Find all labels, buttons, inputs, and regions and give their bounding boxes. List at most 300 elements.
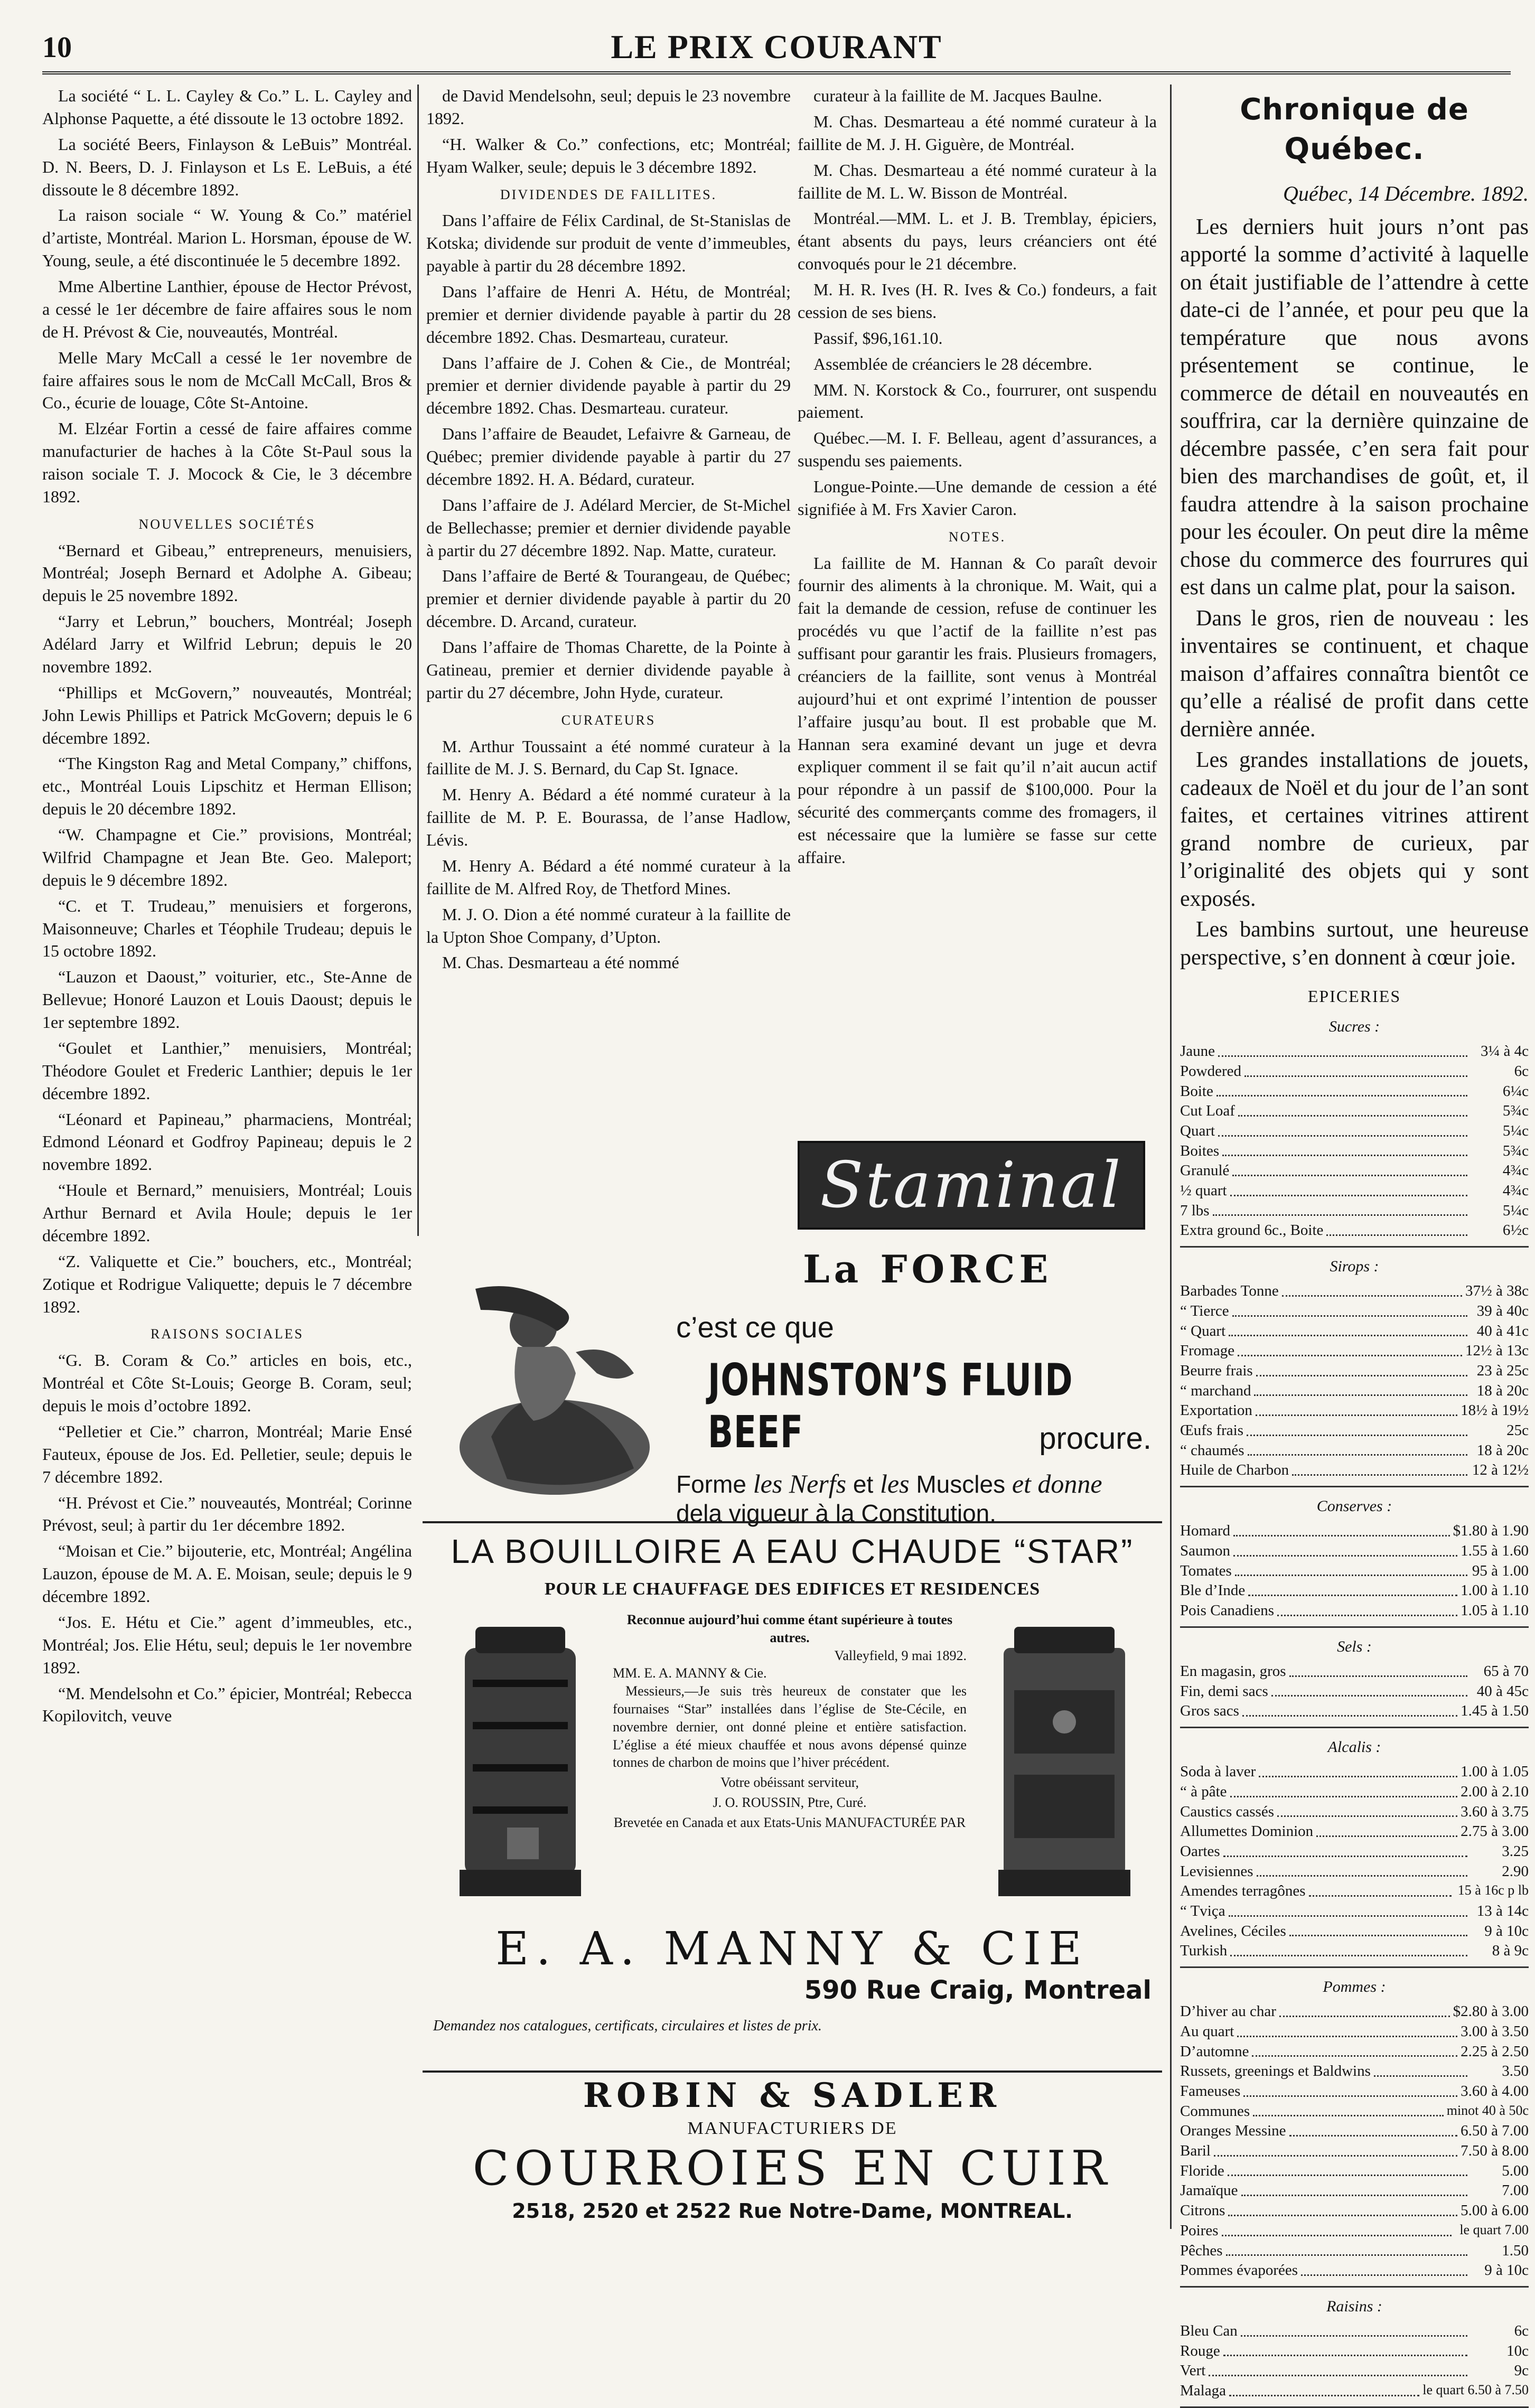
leader-dots	[1218, 1042, 1467, 1057]
price-value: 1.50	[1502, 2242, 1529, 2259]
nouvelles-societes-heading: NOUVELLES SOCIÉTÉS	[138, 516, 316, 532]
leader-dots	[1238, 1341, 1462, 1356]
price-row	[1180, 1460, 1529, 1481]
price-value: $1.80 à 1.90	[1453, 1522, 1529, 1540]
price-value: 4¾c	[1502, 1162, 1529, 1179]
price-row	[1180, 2201, 1529, 2221]
price-value: 2.90	[1502, 1862, 1529, 1880]
paragraph: “Moisan et Cie.” bijouterie, etc, Montréal; Angélina Lauzon, épouse de M. A. E. Moisan, seule; depuis le 9 décembre 1892.	[42, 1541, 412, 1606]
leader-dots	[1209, 2361, 1467, 2376]
price-item-name: Rouge	[1180, 2342, 1220, 2359]
price-item-name: Boites	[1180, 1142, 1220, 1159]
paragraph: La société “ L. L. Cayley & Co.” L. L. Cayley and Alphonse Paquette, a été dissoute le 13 octobre 1892.	[42, 86, 412, 128]
leader-dots	[1247, 1421, 1467, 1436]
price-row	[1180, 1141, 1529, 1161]
paragraph: “Bernard et Gibeau,” entrepreneurs, menuisiers, Montréal; Joseph Bernard et Adolphe A. Gibeau; depuis le 25 novembre 1892.	[42, 540, 412, 605]
price-value: 6c	[1514, 1062, 1529, 1080]
price-value: 1.00 à 1.10	[1461, 1582, 1529, 1599]
price-item-name: Amendes terragônes	[1180, 1882, 1306, 1900]
leader-dots	[1241, 2181, 1467, 2196]
paragraph: Dans l’affaire de Félix Cardinal, de St-Stanislas de Kotska; dividende sur produit de vente d’immeubles, payable à partir du 28 décembre 1892.	[426, 211, 791, 276]
paragraph: M. Chas. Desmarteau a été nommé curateur à la faillite de M. J. H. Giguère, de Montréal.	[798, 111, 1157, 154]
leader-dots	[1229, 1322, 1467, 1337]
price-item-name: Communes	[1180, 2102, 1250, 2120]
price-section-heading: Sels :	[1337, 1637, 1372, 1655]
staminal-ad	[798, 1141, 1145, 1230]
price-item-name: Beurre frais	[1180, 1362, 1253, 1380]
price-value: 2.75 à 3.00	[1461, 1823, 1529, 1840]
price-value: 9 à 10c	[1484, 2262, 1529, 2279]
leader-dots	[1256, 1361, 1467, 1376]
leader-dots	[1277, 1601, 1457, 1616]
leader-dots	[1233, 1541, 1457, 1557]
paragraph: M. J. O. Dion a été nommé curateur à la faillite de la Upton Shoe Company, d’Upton.	[426, 904, 791, 947]
price-row	[1180, 1521, 1529, 1541]
leader-dots	[1229, 2381, 1419, 2396]
price-section-heading: Sucres :	[1328, 1018, 1380, 1036]
price-value: le quart 7.00	[1459, 2222, 1529, 2237]
price-row	[1180, 2022, 1529, 2042]
price-section-heading: Alcalis :	[1327, 1738, 1381, 1756]
paragraph: “Z. Valiquette et Cie.” bouchers, etc., Montréal; Zotique et Rodrigue Valiquette; depuis le 7 décembre 1892.	[42, 1251, 412, 1316]
column-3	[798, 85, 1157, 1167]
price-item-name: Huile de Charbon	[1180, 1461, 1289, 1479]
page-number: 10	[42, 31, 72, 64]
leader-dots	[1309, 1881, 1452, 1897]
leader-dots	[1213, 1201, 1467, 1216]
divider	[1180, 1246, 1529, 1248]
leader-dots	[1229, 1901, 1467, 1917]
leader-dots	[1230, 1941, 1467, 1956]
leader-dots	[1248, 1581, 1457, 1596]
leader-dots	[1237, 2022, 1457, 2037]
price-item-name: Fameuses	[1180, 2083, 1241, 2100]
robin-title: ROBIN & SADLER	[583, 2076, 1002, 2115]
price-value: 23 à 25c	[1476, 1362, 1529, 1380]
paragraph: “Houle et Bernard,” menuisiers, Montréal; Louis Arthur Bernard et Avila Houle; depuis le 1er décembre 1892.	[42, 1180, 412, 1245]
price-value: 1.05 à 1.10	[1461, 1602, 1529, 1619]
price-section-heading: Raisins :	[1326, 2297, 1382, 2315]
price-item-name: Tomates	[1180, 1562, 1232, 1579]
leader-dots	[1271, 1682, 1467, 1697]
paragraph: “Goulet et Lanthier,” menuisiers, Montréal; Théodore Goulet et Frederic Lanthier; depuis le 1er décembre 1892.	[42, 1038, 412, 1103]
robin-product: COURROIES EN CUIR	[472, 2141, 1112, 2196]
force-procure: procure.	[1039, 1421, 1152, 1456]
leader-dots	[1289, 2121, 1458, 2137]
page-header	[42, 21, 1511, 74]
price-item-name: Saumon	[1180, 1542, 1231, 1560]
divider	[1180, 1486, 1529, 1487]
price-value: 18 à 20c	[1476, 1382, 1529, 1399]
price-row	[1180, 2181, 1529, 2201]
price-value: minot 40 à 50c	[1446, 2102, 1529, 2118]
price-value: 15 à 16c p lb	[1457, 1882, 1529, 1898]
paragraph: M. Arthur Toussaint a été nommé curateur à la faillite de M. J. S. Bernard, du Cap St. Ignace.	[426, 736, 791, 779]
paragraph: La faillite de M. Hannan & Co paraît devoir fournir des aliments à la chronique. M. Wait, qui a fait la demande de cession, refuse de continuer les procédés vu que l’actif de la faillite n’est pas suffisant pour garantir les frais. Plusieurs fromagers, créanciers de la faillite, sont venus à Montréal aujourd’hui et ont exprimé l’intention de pousser l’affaire jusqu’au bout. Il est probable que M. Hannan sera examiné devant un juge et devra expliquer comment il se fait qu’il n’ait aucun actif pour répondre à un passif de $100,000. Pour la sécurité des commerçants comme des fromagers, il est nécessaire que la lumière se fasse sur cette affaire.	[798, 553, 1157, 867]
leader-dots	[1226, 2241, 1467, 2256]
price-value: 5¾c	[1502, 1102, 1529, 1120]
price-value: 5.00	[1502, 2162, 1529, 2179]
price-row	[1180, 1842, 1529, 1862]
price-row	[1180, 1401, 1529, 1421]
paragraph: “C. et T. Trudeau,” menuisiers et forgerons, Maisonneuve; Charles et Téophile Trudeau; depuis le 15 octobre 1892.	[42, 896, 412, 961]
price-row	[1180, 2161, 1529, 2181]
divider	[1180, 2286, 1529, 2288]
price-row	[1180, 1181, 1529, 1201]
price-row	[1180, 1042, 1529, 1062]
paragraph: Dans l’affaire de J. Adélard Mercier, de St-Michel de Bellechasse; premier et dernier dividende payable à partir du 27 décembre 1892. Nap. Matte, curateur.	[426, 495, 791, 560]
leader-dots	[1230, 1782, 1458, 1797]
price-value: 2.25 à 2.50	[1461, 2042, 1529, 2060]
price-item-name: “ à pâte	[1180, 1783, 1227, 1800]
price-value: 9 à 10c	[1484, 1922, 1529, 1939]
leader-dots	[1277, 1802, 1457, 1817]
price-value: 40 à 45c	[1476, 1682, 1529, 1700]
leader-dots	[1292, 1460, 1467, 1476]
price-row	[1180, 2321, 1529, 2341]
leader-dots	[1228, 2201, 1457, 2216]
leader-dots	[1248, 1441, 1467, 1456]
force-title: La FORCE	[803, 1247, 1053, 1291]
price-value: 3.60 à 4.00	[1461, 2083, 1529, 2100]
price-item-name: “ Quart	[1180, 1322, 1226, 1339]
price-item-name: “ chaumés	[1180, 1441, 1244, 1459]
paragraph: “Lauzon et Daoust,” voiturier, etc., Ste-Anne de Bellevue; Honoré Lauzon et Louis Daoust; depuis le 1er septembre 1892.	[42, 967, 412, 1032]
leader-dots	[1326, 1221, 1467, 1236]
price-item-name: Levisiennes	[1180, 1862, 1253, 1880]
price-row	[1180, 1762, 1529, 1782]
paragraph: “Jos. E. Hétu et Cie.” agent d’immeubles, etc., Montréal; Jos. Elie Hétu, seul; depuis le 1er novembre 1892.	[42, 1612, 412, 1677]
price-list-title: EPICERIES	[1307, 987, 1401, 1006]
paragraph: “W. Champagne et Cie.” provisions, Montréal; Wilfrid Champagne et Jean Bte. Geo. Maleport; depuis le 9 décembre 1892.	[42, 825, 412, 889]
price-row	[1180, 1922, 1529, 1942]
price-row	[1180, 1421, 1529, 1441]
price-value: le quart 6.50 à 7.50	[1422, 2382, 1529, 2398]
price-row	[1180, 1682, 1529, 1702]
price-list	[1180, 1016, 1529, 2408]
price-value: 6¼c	[1502, 1082, 1529, 1100]
star-title: LA BOUILLOIRE A EAU CHAUDE “STAR”	[451, 1532, 1134, 1570]
chronique-paragraph: Les bambins surtout, une heureuse perspective, s’en donnent à cœur joie.	[1180, 917, 1529, 970]
force-tagline: Forme les Nerfs et les Muscles et donne dela vigueur à la Constitution.	[676, 1469, 1102, 1527]
price-item-name: Soda à laver	[1180, 1763, 1256, 1781]
leader-dots	[1279, 2002, 1450, 2017]
paragraph: M. Henry A. Bédard a été nommé curateur à la faillite de M. P. E. Bourassa, de l’anse Hadlow, Lévis.	[426, 785, 791, 850]
catalogue-note: Demandez nos catalogues, certificats, circulaires et listes de prix.	[433, 2018, 822, 2034]
price-value: 13 à 14c	[1476, 1903, 1529, 1920]
leader-dots	[1223, 2341, 1467, 2357]
price-row	[1180, 1361, 1529, 1381]
price-item-name: Avelines, Céciles	[1180, 1922, 1286, 1939]
leader-dots	[1257, 1862, 1467, 1877]
leader-dots	[1241, 2321, 1467, 2337]
paragraph: Dans l’affaire de J. Cohen & Cie., de Montréal; premier et dernier dividende payable à partir du 29 décembre 1892. Chas. Desmarteau. curateur.	[426, 353, 791, 418]
leader-dots	[1316, 1822, 1457, 1837]
leader-dots	[1289, 1662, 1467, 1677]
product-name: JOHNSTON’S FLUID BEEF	[708, 1354, 1073, 1458]
star-boiler-ad	[423, 1532, 1162, 2073]
price-item-name: Exportation	[1180, 1402, 1252, 1419]
leader-dots	[1289, 1922, 1467, 1937]
column-1	[42, 85, 412, 2229]
chronique-date: Québec, 14 Décembre. 1892.	[1283, 182, 1529, 206]
paragraph: “H. Prévost et Cie.” nouveautés, Montréal; Corinne Prévost, seul; à partir du 1er décembre 1892.	[42, 1493, 412, 1535]
leader-dots	[1228, 2161, 1467, 2177]
price-item-name: Jaune	[1180, 1043, 1215, 1060]
paragraph: Montréal.—MM. L. et J. B. Tremblay, épiciers, étant absents du pays, leurs créanciers ont été convoqués pour le 21 décembre.	[798, 209, 1157, 274]
price-item-name: Powdered	[1180, 1062, 1241, 1080]
price-value: 37½ à 38c	[1465, 1282, 1529, 1300]
price-value: 5.00 à 6.00	[1461, 2202, 1529, 2219]
price-row	[1180, 2002, 1529, 2022]
chronique-body	[1180, 213, 1529, 972]
price-value: 95 à 1.00	[1472, 1562, 1529, 1579]
price-item-name: Pêches	[1180, 2242, 1223, 2259]
price-row	[1180, 1782, 1529, 1802]
price-row	[1180, 1601, 1529, 1621]
price-item-name: En magasin, gros	[1180, 1662, 1286, 1680]
paragraph: Mme Albertine Lanthier, épouse de Hector Prévost, a cessé le 1er décembre de faire affaires sous le nom de H. Prévost & Cie, nouveautés, Montréal.	[42, 277, 412, 341]
price-item-name: Turkish	[1180, 1942, 1228, 1960]
price-row	[1180, 2361, 1529, 2381]
divider	[1180, 1727, 1529, 1728]
price-value: 7.50 à 8.00	[1461, 2142, 1529, 2160]
leader-dots	[1256, 1401, 1457, 1416]
price-item-name: ½ quart	[1180, 1182, 1227, 1200]
paragraph: La raison sociale “ W. Young & Co.” matériel d’artiste, Montréal. Marion L. Horsman, épouse de W. Young, seule, a été discontinuée le 5 decembre 1892.	[42, 205, 412, 270]
chronique-paragraph: Les derniers huit jours n’ont pas apporté la somme d’activité à laquelle on était justifiable de l’attendre à cette date-ci de l’année, et pour peu que la température que nous avons présentement se continue, le commerce de détail en nouveautés en souffrira, car la dernière quinzaine de décembre passée, c’en sera fait pour bien des marchandises de goût, et, il faudra attendre à la saison prochaine pour les écouler. On peut dire la même chose du commerce des fourrures qui est dans un calme plat, pour la saison.	[1180, 214, 1529, 600]
price-item-name: Quart	[1180, 1122, 1215, 1139]
price-value: 25c	[1506, 1422, 1529, 1439]
star-subtitle: POUR LE CHAUFFAGE DES EDIFICES ET RESIDENCES	[544, 1579, 1041, 1599]
price-section-heading: Pommes :	[1323, 1978, 1386, 1996]
paragraph: La société Beers, Finlayson & LeBuis” Montréal. D. N. Beers, D. J. Finlayson et Ls E. LeBuis, a été dissoute le 8 décembre 1892.	[42, 134, 412, 199]
price-row	[1180, 1541, 1529, 1561]
price-item-name: 7 lbs	[1180, 1202, 1210, 1219]
column-2	[417, 85, 791, 1236]
paragraph: Passif, $96,161.10.	[813, 328, 943, 348]
leader-dots	[1238, 1101, 1467, 1117]
price-value: 18 à 20c	[1476, 1441, 1529, 1459]
leader-dots	[1222, 1141, 1467, 1157]
leader-dots	[1232, 1301, 1467, 1317]
price-row	[1180, 1581, 1529, 1601]
leader-dots	[1230, 1181, 1467, 1196]
leader-dots	[1235, 1561, 1467, 1577]
price-item-name: Granulé	[1180, 1162, 1230, 1179]
price-item-name: D’hiver au char	[1180, 2003, 1276, 2020]
paragraph: MM. N. Korstock & Co., fourrurer, ont suspendu paiement.	[798, 380, 1157, 422]
price-item-name: Fromage	[1180, 1342, 1235, 1360]
price-row	[1180, 2261, 1529, 2281]
price-row	[1180, 1062, 1529, 1082]
price-item-name: Pois Canadiens	[1180, 1602, 1275, 1619]
price-value: 1.00 à 1.05	[1461, 1763, 1529, 1781]
price-value: 1.55 à 1.60	[1461, 1542, 1529, 1560]
testimonial-letter: Reconnue aujourd’hui comme étant supérieure à toutes autres. Valleyfield, 9 mai 1892. MM. E. A. MANNY & Cie. Messieurs,—Je suis très heureux de constater que les fournaises “Star” installées dans l’église de Ste-Cécile, en novembre dernier, ont donné pleine et entière satisfaction. L’église a été mieux chauffée et nous avons dépensé quinze tonnes de charbon de moins que l’hiver précédent. Votre obéissant serviteur, J. O. ROUSSIN, Ptre, Curé. Brevetée en Canada et aux Etats-Unis MANUFACTURÉE PAR	[613, 1612, 967, 1830]
price-row	[1180, 1221, 1529, 1241]
leader-dots	[1244, 1062, 1467, 1077]
price-value: 6.50 à 7.00	[1461, 2122, 1529, 2140]
robin-address: 2518, 2520 et 2522 Rue Notre-Dame, MONTREAL.	[512, 2199, 1073, 2223]
paragraph: “H. Walker & Co.” confections, etc; Montréal; Hyam Walker, seule; depuis le 3 décembre 1892.	[426, 134, 791, 176]
divider	[1180, 2406, 1529, 2408]
price-row	[1180, 1341, 1529, 1361]
price-value: 3.25	[1502, 1842, 1529, 1860]
price-item-name: Bleu Can	[1180, 2322, 1238, 2340]
leader-dots	[1223, 1842, 1467, 1857]
price-row	[1180, 2121, 1529, 2141]
chronique-paragraph: Dans le gros, rien de nouveau : les inventaires se continuent, et chaque maison d’affaires connaîtra bientôt ce qu’elle a réalisé de profit dans cette dernière année.	[1180, 606, 1529, 742]
boiler-illustration-left	[444, 1616, 597, 1912]
price-item-name: Ble d’Inde	[1180, 1582, 1246, 1599]
chronique-paragraph: Les grandes installations de jouets, cadeaux de Noël et du jour de l’an sont faites, et certaines vitrines attirent grand nombre de curieux, par l’originalité des objets qui y sont exposés.	[1180, 748, 1529, 911]
price-value: 39 à 40c	[1476, 1302, 1529, 1319]
price-value: 9c	[1514, 2362, 1529, 2379]
price-item-name: Œufs frais	[1180, 1422, 1244, 1439]
price-row	[1180, 1381, 1529, 1401]
price-row	[1180, 1281, 1529, 1301]
chronique-title: Chronique de Québec.	[1240, 92, 1469, 167]
force-subtitle: c’est ce que	[676, 1310, 834, 1344]
price-item-name: Barbades Tonne	[1180, 1282, 1279, 1300]
price-item-name: Poires	[1180, 2222, 1219, 2239]
price-value: 3.60 à 3.75	[1461, 1803, 1529, 1820]
price-row	[1180, 1322, 1529, 1342]
price-row	[1180, 2082, 1529, 2102]
price-value: 3¼ à 4c	[1481, 1043, 1529, 1060]
leader-dots	[1232, 1161, 1467, 1176]
price-item-name: Citrons	[1180, 2202, 1225, 2219]
price-item-name: Baril	[1180, 2142, 1211, 2160]
leader-dots	[1222, 2221, 1452, 2236]
manufacturer-address: 590 Rue Craig, Montreal	[804, 1975, 1152, 2005]
leader-dots	[1233, 1521, 1450, 1536]
force-ad	[423, 1236, 1162, 1527]
paragraph: M. Chas. Desmarteau a été nommé curateur à la faillite de M. L. W. Bisson de Montréal.	[798, 160, 1157, 202]
paragraph: “Jarry et Lebrun,” bouchers, Montréal; Joseph Adélard Jarry et Wilfrid Lebrun; depuis le 20 novembre 1892.	[42, 612, 412, 676]
price-value: 2.00 à 2.10	[1461, 1783, 1529, 1800]
notes-heading: NOTES.	[948, 529, 1006, 545]
price-value: 3.00 à 3.50	[1461, 2022, 1529, 2040]
raisons-sociales-heading: RAISONS SOCIALES	[151, 1326, 304, 1342]
price-item-name: Pommes évaporées	[1180, 2262, 1298, 2279]
leader-dots	[1218, 1121, 1467, 1137]
price-row	[1180, 2062, 1529, 2082]
paragraph: “Phillips et McGovern,” nouveautés, Montréal; John Lewis Phillips et Patrick McGovern; depuis le 6 décembre 1892.	[42, 682, 412, 747]
leader-dots	[1242, 1701, 1457, 1717]
hercules-lion-illustration	[444, 1247, 666, 1511]
paragraph: M. H. R. Ives (H. R. Ives & Co.) fondeurs, a fait cession de ses biens.	[798, 280, 1157, 322]
price-row	[1180, 1881, 1529, 1901]
price-value: 65 à 70	[1483, 1662, 1529, 1680]
price-value: 18½ à 19½	[1461, 1402, 1529, 1419]
price-value: 12½ à 13c	[1465, 1342, 1529, 1360]
price-item-name: Russets, greenings et Baldwins	[1180, 2063, 1371, 2080]
divider	[1180, 1626, 1529, 1628]
price-row	[1180, 2102, 1529, 2122]
price-item-name: “ marchand	[1180, 1382, 1251, 1399]
price-item-name: Fin, demi sacs	[1180, 1682, 1268, 1700]
price-row	[1180, 1082, 1529, 1102]
paragraph: “Léonard et Papineau,” pharmaciens, Montréal; Edmond Léonard et Godfroy Papineau; depuis le 2 novembre 1892.	[42, 1109, 412, 1174]
price-row	[1180, 2042, 1529, 2062]
column-chronique	[1170, 85, 1529, 2400]
price-value: $2.80 à 3.00	[1453, 2003, 1529, 2020]
price-row	[1180, 1301, 1529, 1322]
leader-dots	[1282, 1281, 1462, 1297]
price-item-name: Gros sacs	[1180, 1702, 1239, 1720]
price-value: 8 à 9c	[1492, 1942, 1529, 1960]
paragraph: Québec.—M. I. F. Belleau, agent d’assurances, a suspendu ses paiements.	[798, 428, 1157, 471]
paragraph: Dans l’affaire de Beaudet, Lefaivre & Garneau, de Québec; premier dividende payable à partir du 27 décembre 1892. H. A. Bédard, curateur.	[426, 424, 791, 489]
divider	[1180, 1966, 1529, 1968]
price-value: 6½c	[1502, 1222, 1529, 1239]
paragraph: “Pelletier et Cie.” charron, Montréal; Marie Ensé Fauteux, épouse de Jos. Ed. Pelletier, seule; depuis le 7 décembre 1892.	[42, 1421, 412, 1486]
paragraph: curateur à la faillite de M. Jacques Baulne.	[813, 86, 1102, 105]
leader-dots	[1216, 1082, 1467, 1097]
price-value: 1.45 à 1.50	[1461, 1702, 1529, 1720]
paragraph: de David Mendelsohn, seul; depuis le 23 novembre 1892.	[426, 86, 791, 128]
price-value: 4¾c	[1502, 1182, 1529, 1200]
price-row	[1180, 1822, 1529, 1842]
leader-dots	[1253, 2102, 1444, 2117]
price-item-name: Oartes	[1180, 1842, 1220, 1860]
price-item-name: Caustics cassés	[1180, 1803, 1274, 1820]
price-item-name: “ Tviça	[1180, 1903, 1225, 1920]
price-row	[1180, 1441, 1529, 1461]
robin-subtitle: MANUFACTURIERS DE	[687, 2119, 897, 2138]
price-row	[1180, 1561, 1529, 1581]
dividendes-heading: DIVIDENDES DE FAILLITES.	[500, 186, 717, 202]
price-item-name: Vert	[1180, 2362, 1206, 2379]
price-value: 7.00	[1502, 2182, 1529, 2199]
price-row	[1180, 1862, 1529, 1882]
price-item-name: Extra ground 6c., Boite	[1180, 1222, 1324, 1239]
price-item-name: Allumettes Dominion	[1180, 1823, 1314, 1840]
leader-dots	[1301, 2261, 1467, 2276]
leader-dots	[1252, 2042, 1457, 2057]
boiler-illustration-right	[988, 1616, 1141, 1912]
manufacturer-name: E. A. MANNY & CIE	[495, 1923, 1089, 1975]
price-item-name: Au quart	[1180, 2022, 1234, 2040]
paragraph: “The Kingston Rag and Metal Company,” chiffons, etc., Montréal Louis Lipschitz et Herman Ellison; depuis le 20 décembre 1892.	[42, 754, 412, 819]
price-value: 5¼c	[1502, 1202, 1529, 1219]
price-item-name: Cut Loaf	[1180, 1102, 1235, 1120]
leader-dots	[1374, 2062, 1467, 2077]
price-value: 3.50	[1502, 2063, 1529, 2080]
paragraph: Dans l’affaire de Thomas Charette, de la Pointe à Gatineau, premier et dernier dividende payable à partir du 27 décembre, John Hyde, curateur.	[426, 638, 791, 702]
price-item-name: D’automne	[1180, 2042, 1249, 2060]
price-item-name: Homard	[1180, 1522, 1231, 1540]
leader-dots	[1243, 2082, 1457, 2097]
price-row	[1180, 1901, 1529, 1922]
price-section-heading: Sirops :	[1330, 1258, 1379, 1276]
leader-dots	[1259, 1762, 1457, 1777]
leader-dots	[1214, 2141, 1457, 2157]
price-value: 12 à 12½	[1472, 1461, 1529, 1479]
price-item-name: Malaga	[1180, 2382, 1226, 2400]
price-row	[1180, 1121, 1529, 1141]
price-value: 6c	[1514, 2322, 1529, 2340]
paragraph: M. Elzéar Fortin a cessé de faire affaires comme manufacturier de haches à la Côte St-Paul sous la raison sociale T. J. Mocock & Cie, le 3 décembre 1892.	[42, 419, 412, 506]
paragraph: “M. Mendelsohn et Co.” épicier, Montréal; Rebecca Kopilovitch, veuve	[42, 1683, 412, 1726]
paragraph: M. Henry A. Bédard a été nommé curateur à la faillite de M. Alfred Roy, de Thetford Mines.	[426, 856, 791, 898]
paragraph: Melle Mary McCall a cessé le 1er novembre de faire affaires sous le nom de McCall McCall, Bros & Co., écurie de louage, Côte St-Antoine.	[42, 348, 412, 413]
price-value: 5¼c	[1502, 1122, 1529, 1139]
price-row	[1180, 1101, 1529, 1121]
price-item-name: Floride	[1180, 2162, 1224, 2179]
